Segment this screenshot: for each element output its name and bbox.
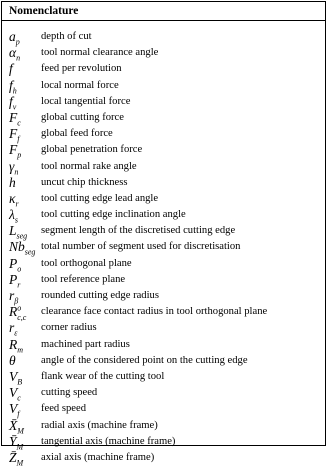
symbol-base: R — [9, 336, 18, 352]
definition: depth of cut — [41, 31, 92, 42]
symbol-base: X̄ — [9, 417, 18, 433]
symbol — [9, 239, 36, 258]
symbol — [9, 45, 20, 61]
symbol-subscript: r — [15, 199, 19, 209]
definition: rounded cutting edge radius — [41, 290, 159, 301]
symbol-subscript: n — [14, 167, 19, 177]
symbol-base: L — [9, 223, 17, 239]
symbol-base: f — [9, 61, 13, 77]
symbol-base: a — [9, 29, 16, 44]
nomenclature-row — [2, 304, 325, 320]
definition: feed per revolution — [41, 63, 122, 75]
symbol-base: V — [9, 401, 18, 417]
symbol-subscript: p — [17, 151, 22, 160]
symbol-base: F — [9, 109, 18, 125]
symbol-base: V — [9, 368, 18, 384]
definition: tool reference plane — [41, 273, 126, 285]
nomenclature-row — [2, 126, 325, 142]
symbol — [9, 450, 23, 466]
symbol — [9, 320, 18, 339]
symbol — [9, 369, 22, 385]
symbol-base: Ȳ — [9, 433, 17, 449]
symbol-subscript: f — [17, 410, 20, 419]
symbol-base: r — [9, 288, 15, 303]
nomenclature-row — [2, 337, 325, 353]
symbol-base: V — [9, 385, 18, 401]
definition: local normal force — [41, 79, 119, 91]
symbol-subscript: m — [17, 345, 24, 355]
nomenclature-row — [2, 369, 325, 385]
nomenclature-row — [2, 450, 325, 466]
symbol-base: P — [9, 255, 18, 271]
definition: tool cutting edge lead angle — [41, 192, 159, 204]
nomenclature-row — [2, 61, 325, 77]
definition: radial axis (machine frame) — [41, 419, 158, 431]
symbol-subscript: M — [16, 442, 24, 452]
symbol — [9, 61, 13, 77]
symbol-subscript: seg — [16, 231, 28, 241]
nomenclature-row — [2, 175, 325, 191]
symbol-subscript: c,c — [17, 312, 27, 322]
symbol — [9, 126, 19, 142]
symbol — [9, 94, 16, 110]
symbol — [9, 337, 23, 353]
symbol — [9, 353, 16, 369]
nomenclature-row — [2, 223, 325, 239]
symbol-subscript: M — [16, 458, 24, 468]
definition: global cutting force — [41, 111, 124, 123]
symbol — [9, 272, 20, 288]
nomenclature-row — [2, 418, 325, 434]
symbol-subscript: c — [17, 118, 21, 128]
symbol — [9, 207, 18, 223]
nomenclature-row — [2, 353, 325, 369]
nomenclature-row — [2, 239, 325, 258]
nomenclature-title: Nomenclature — [9, 5, 79, 17]
nomenclature-row — [2, 320, 325, 339]
definition: uncut chip thickness — [41, 176, 128, 188]
symbol — [9, 191, 19, 207]
definition: axial axis (machine frame) — [41, 451, 155, 463]
definition: clearance face contact radius in tool orthogonal plane — [41, 306, 268, 318]
symbol-base: F — [9, 142, 18, 158]
symbol-base: α — [9, 45, 17, 61]
symbol-subscript: h — [12, 86, 17, 96]
definition: tool normal clearance angle — [41, 47, 159, 59]
definition: local tangential force — [41, 95, 131, 107]
nomenclature-box — [1, 1, 326, 468]
definition: global feed force — [41, 128, 113, 140]
symbol-base: κ — [9, 190, 16, 206]
definition: tool cutting edge inclination angle — [41, 209, 186, 221]
nomenclature-row — [2, 78, 325, 94]
symbol-subscript: s — [14, 215, 18, 225]
definition: flank wear of the cutting tool — [41, 370, 165, 382]
definition: corner radius — [41, 322, 97, 334]
nomenclature-row — [2, 272, 325, 288]
title-divider — [2, 20, 325, 21]
symbol — [9, 78, 17, 94]
definition: tangential axis (machine frame) — [41, 435, 176, 447]
symbol-subscript: β — [14, 296, 19, 306]
symbol-subscript: o — [17, 264, 22, 274]
symbol-subscript: f — [17, 134, 20, 144]
nomenclature-row — [2, 29, 325, 45]
symbol — [9, 142, 21, 158]
nomenclature-list — [2, 29, 325, 466]
symbol-base: Z̄ — [9, 449, 17, 465]
nomenclature-row — [2, 385, 325, 401]
definition: total number of segment used for discretisation — [41, 241, 241, 253]
symbol-subscript: ε — [14, 329, 18, 339]
symbol-base: λ — [9, 207, 15, 223]
symbol-base: R — [9, 304, 18, 320]
nomenclature-row — [2, 288, 325, 304]
definition: global penetration force — [41, 144, 143, 156]
symbol-subscript: p — [15, 37, 20, 47]
definition: angle of the considered point on the cutting edge — [41, 354, 248, 366]
symbol-base: h — [9, 174, 16, 190]
symbol — [9, 418, 24, 434]
symbol — [9, 29, 20, 45]
nomenclature-row — [2, 94, 325, 110]
symbol-base: f — [9, 77, 13, 93]
symbol-subscript: seg — [24, 248, 36, 258]
symbol-base: γ — [9, 158, 15, 174]
nomenclature-row — [2, 401, 325, 417]
symbol-subscript: n — [16, 53, 21, 63]
definition: tool normal rake angle — [41, 160, 137, 172]
nomenclature-row — [2, 207, 325, 223]
symbol-base: r — [9, 320, 15, 336]
definition: tool orthogonal plane — [41, 257, 132, 269]
nomenclature-row — [2, 191, 325, 207]
symbol — [9, 288, 18, 304]
symbol — [9, 223, 27, 239]
symbol — [9, 401, 19, 417]
definition: feed speed — [41, 403, 86, 415]
nomenclature-row — [2, 142, 325, 158]
symbol — [9, 175, 16, 191]
symbol-base: F — [9, 126, 18, 142]
definition: segment length of the discretised cutting edge — [41, 225, 236, 237]
definition: machined part radius — [41, 338, 130, 350]
nomenclature-row — [2, 159, 325, 175]
symbol — [9, 385, 21, 401]
symbol — [9, 159, 18, 175]
definition: cutting speed — [41, 387, 98, 399]
nomenclature-row — [2, 256, 325, 272]
symbol — [9, 304, 26, 320]
symbol-subscript: c — [17, 393, 21, 403]
nomenclature-row — [2, 110, 325, 126]
symbol-subscript: r — [17, 280, 21, 290]
nomenclature-row — [2, 45, 325, 61]
symbol-subscript: v — [12, 102, 17, 112]
symbol-superscript: o — [17, 303, 22, 313]
symbol-base: Nb — [9, 239, 25, 255]
symbol — [9, 256, 21, 272]
symbol — [9, 110, 21, 126]
symbol-base: f — [9, 93, 13, 109]
nomenclature-row — [2, 434, 325, 450]
symbol-subscript: B — [17, 377, 23, 387]
symbol-subscript: M — [17, 426, 24, 436]
symbol-base: θ — [9, 352, 16, 368]
symbol-base: P — [9, 271, 18, 287]
symbol — [9, 434, 23, 450]
